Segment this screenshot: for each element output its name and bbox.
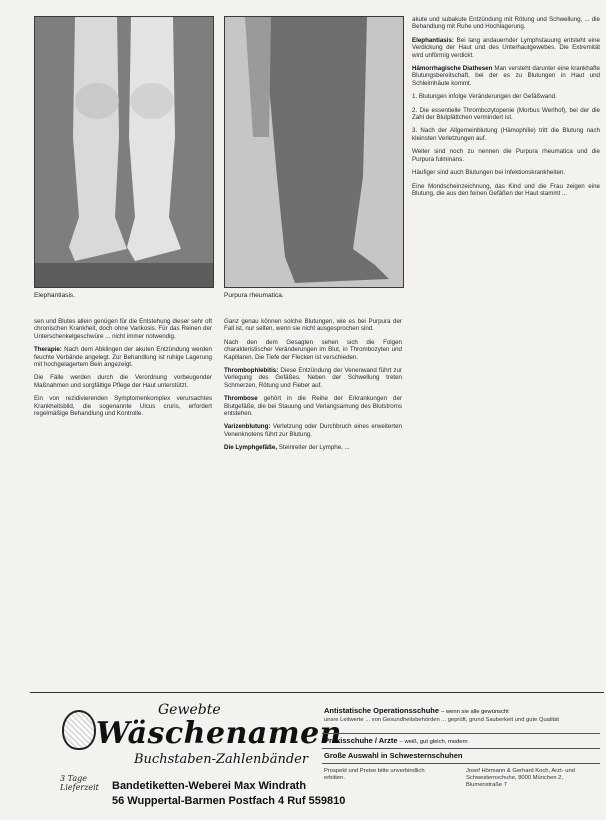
ad-shoes-head-3: Große Auswahl in Schwesternschuhen — [324, 751, 463, 760]
ad-separator-1 — [322, 733, 600, 734]
text-column-1 — [34, 318, 212, 684]
leg-illustration — [225, 17, 403, 287]
col3-para-4: 1. Blutungen infolge Veränderungen der Gefäßwand. — [412, 93, 557, 101]
col2-para-2: Nach den dem Gesagten sehen sich die Folgen charakteristischer Veränderungen im Blut, in Thrombozyten und Kapillaren. Die Tiefe der Flecken ist verschieden. — [224, 338, 402, 361]
col2-para-4: Thrombose gehört in die Reihe der Erkrankungen der Blutgefäße, die bei Stauung und Verlangsamung des Blutstroms entstehen. — [224, 395, 402, 418]
col2-para-3: Thrombophlebitis: Diese Entzündung der Venenwand führt zur Verlegung des Gefäßes. Neben der Schwellung treten Schmerzen, Rötung und Fieber auf. — [224, 367, 402, 389]
col3-para-8: Häufiger sind auch Blutungen bei Infektionskrankheiten. — [412, 169, 566, 177]
ad-shoes — [316, 700, 604, 814]
col1-para-2: Therapie: Nach dem Abklingen der akuten Entzündung werden feuchte Verbände angelegt. Zur Behandlung ist ruhige Lagerung mit hochgelagertem Bein angezeigt. — [34, 346, 212, 369]
col1-para-3: Die Fälle werden durch die Verordnung vorbeugender Maßnahmen und sorgfältige Pflege der Haut unterstützt. — [34, 374, 212, 389]
ad-delivery-note: 3 Tage Lieferzeit — [60, 774, 99, 792]
purpura-photo — [224, 16, 404, 288]
col3-para-5: 2. Die essentielle Thrombozytopenie (Morbus Werlhof), bei der die Zahl der Blutplättchen vermindert ist. — [412, 106, 600, 122]
col2-para-6: Die Lymphgefäße, Steinreiter der Lymphe, ... — [224, 444, 350, 452]
left-figure-caption: Elephantiasis. — [34, 292, 76, 299]
col3-para-6: 3. Nach der Allgemeinblutung (Hämophilie) tritt die Blutung nach kleinsten Verletzungen auf. — [412, 127, 600, 142]
ad-shoes-address: Josef Hörmann & Gerhard Koch, Arzt- und Schwesternschuhe, 8000 München 2, Blumenstraße 7 — [466, 768, 575, 788]
ad-address-line: 56 Wuppertal-Barmen Postfach 4 Ruf 559810 — [112, 795, 346, 807]
col3-para-3: Hämorrhagische Diathesen Man versteht darunter eine krankhafte Blutungsbereitschaft, bei der es zu Blutungen in Haut und Schleimhäute kommt. — [412, 65, 600, 87]
ad-company-line: Bandetiketten-Weberei Max Windrath — [112, 780, 307, 792]
col3-para-2: Elephantiasis: Bei lang andauernder Lymphstauung entsteht eine Verdickung der Haut und des Unterhautgewebes. Die Extremität wird unförmig verdickt. — [412, 36, 600, 59]
ad-waeschenamen — [30, 700, 346, 814]
ad-brand-name: Wäschenamen — [96, 716, 342, 751]
ad-top-word: Gewebte — [158, 702, 221, 718]
legs-illustration — [35, 17, 213, 287]
ads-divider — [30, 692, 604, 693]
ad-shoes-small-1: unsre Leitwerte ... von Gesundheitsbehörden ... geprüft, grund Sauberkeit und gute Qualität — [324, 717, 559, 723]
col3-para-7: Weiter sind noch zu nennen die Purpura rheumatica und die Purpura fulminans. — [412, 148, 600, 163]
col1-para-4: Ein von rezidivierenden Symptomenkomplex verursachtes Krankheitsbild, die sogenannte Ulcus cruris, erfordert regelmäßige Behandlung und Kontrolle. — [34, 395, 212, 418]
col3-para-1: akute und subakute Entzündung mit Rötung und Schwellung, ... die Behandlung mit Ruhe und Hochlagerung. — [412, 16, 600, 31]
text-column-3 — [412, 16, 600, 684]
ad-separator-3 — [322, 763, 600, 764]
ad-shoes-prospect: Prospekt und Preise bitte unverbindlich erbitten. — [324, 768, 425, 781]
col3-para-9: Eine Mondscheinzeichnung, das Kind und die Frau zeigen eine Blutung, die aus den feinen Gefäßen der Haut stammt ... — [412, 182, 600, 197]
ad-tagline: Buchstaben-Zahlenbänder — [134, 752, 309, 767]
ad-shoes-head-1: Antistatische Operationsschuhe – wenn sie alle gewünscht — [324, 706, 509, 715]
col1-para-1: sen und Blutes allein genügen für die Entstehung dieser sehr oft chronischen Krankheit, doch ohne Varikosis. Für das Reinen der Unterschenkelgeschwüre ... nicht immer notwendig. — [34, 318, 212, 340]
ad-separator-2 — [322, 748, 600, 749]
col2-para-1: Ganz genau können solche Blutungen, wie es bei Purpura der Fall ist, nur selten, wenn sie nicht ausgesprochen sind. — [224, 318, 402, 333]
brand-logo-icon — [62, 710, 96, 750]
col2-para-5: Varizenblutung: Verletzung oder Durchbruch eines erweiterten Venenknotens führt zur Blutung. — [224, 423, 402, 438]
text-column-2 — [224, 318, 402, 684]
ad-shoes-head-2: Praxisschuhe / Arzte – weiß, gut gleich, modern — [324, 736, 468, 745]
elephantiasis-photo — [34, 16, 214, 288]
right-figure-caption: Purpura rheumatica. — [224, 292, 284, 299]
